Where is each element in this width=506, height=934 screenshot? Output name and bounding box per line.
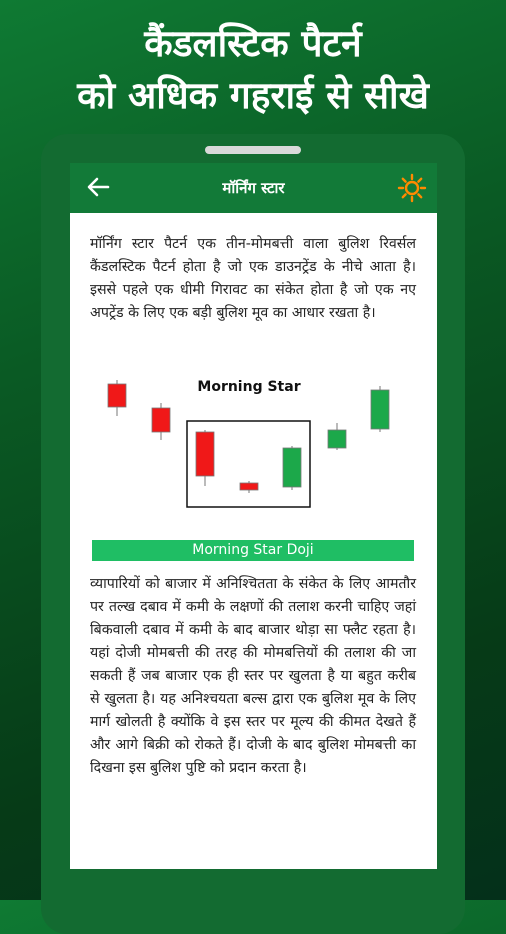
candle-1 (108, 380, 126, 416)
candle-6 (328, 423, 346, 450)
section-heading: Morning Star Doji (92, 540, 414, 561)
promo-headline (0, 18, 506, 122)
phone-speaker (205, 146, 301, 154)
diagram-title: Morning Star (197, 379, 301, 395)
app-bar (70, 163, 437, 213)
app-screen (70, 163, 437, 869)
promo-line-2: को अधिक गहराई से सीखे (77, 74, 429, 117)
candle-2 (152, 403, 170, 440)
candle-3 (196, 430, 214, 486)
intro-paragraph: मॉर्निंग स्टार पैटर्न एक तीन-मोमबत्ती वाला बुलिश रिवर्सल कैंडलस्टिक पैटर्न होता है जो एक डाउनट्रेंड के नीचे आता है। इससे पहले एक धीमी गिरावट का संकेत होता है जो एक नए अपट्रेंड के लिए एक बड़ी बुलिश मूव का आधार रखता है। (90, 236, 416, 321)
morning-star-diagram (92, 368, 422, 518)
sun-icon[interactable] (397, 173, 427, 203)
page-title: मॉर्निंग स्टार (222, 179, 285, 197)
body-paragraph: व्यापारियों को बाजार में अनिश्चितता के संकेत के लिए आमतौर पर तल्ख दबाव में कमी के लक्षणों की तलाश करनी चाहिए जहां बिकवाली दबाव में कमी के बाद बाजार थोड़ा सा फ्लैट रहता है। यहां दोजी मोमबत्ती की तरह की मोमबत्तियों की तलाश की जा सकती हैं जब बाजार एक ही स्तर पर खुलता है या बहुत करीब से खुलता है। यह अनिश्चयता बल्स द्वारा एक बुलिश मूव के लिए मार्ग खोलती है क्योंकि वे इस स्तर पर मूल्य की कीमत देखते हैं और आगे बिक्री को रोकते हैं। दोजी के बाद बुलिश मोमबत्ती का दिखना इस बुलिश पुष्टि को प्रदान करता है। (90, 576, 416, 776)
sun-glyph (397, 173, 427, 203)
promo-line-1: कैंडलस्टिक पैटर्न (144, 22, 362, 65)
candle-4 (240, 481, 258, 493)
candle-7 (371, 386, 389, 432)
candle-5 (283, 446, 301, 490)
